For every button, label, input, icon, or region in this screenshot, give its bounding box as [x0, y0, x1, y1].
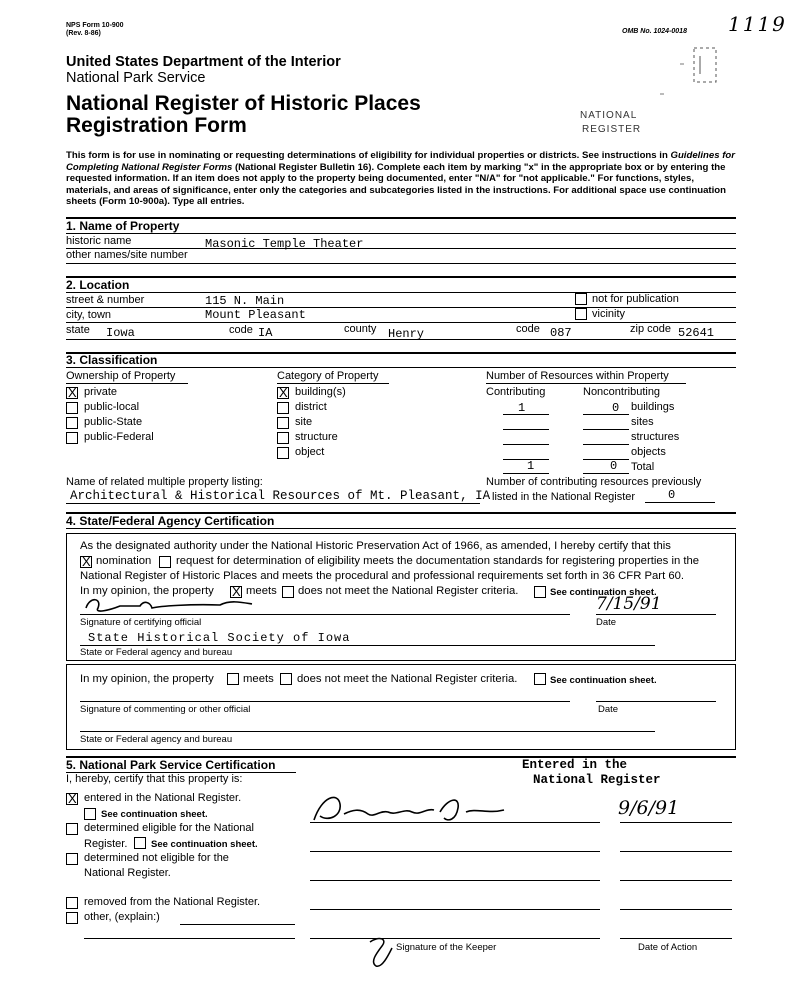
handwritten-number: 1119	[728, 12, 787, 36]
county-code-label: code	[516, 323, 540, 335]
vicinity-checkbox[interactable]	[575, 308, 587, 320]
ownership-public-local-label: public-local	[84, 401, 140, 413]
rule	[310, 938, 600, 939]
rule	[596, 701, 716, 702]
nomination-checkbox[interactable]	[80, 556, 92, 568]
rule	[583, 444, 629, 445]
multiple-listing-label: Name of related multiple property listing:	[66, 476, 263, 488]
rule	[66, 503, 480, 504]
rule	[503, 459, 549, 460]
category-district-label: district	[295, 401, 327, 413]
state-value: Iowa	[106, 326, 135, 340]
contributing-header: Contributing	[486, 386, 546, 398]
total-contributing-value: 1	[527, 459, 535, 473]
rule	[583, 429, 629, 430]
entered-continuation-label: See continuation sheet.	[101, 809, 208, 820]
entered-continuation-checkbox[interactable]	[84, 808, 96, 820]
certification-text-b: request for determination of eligibility meets the documentation standards for registering properties in the	[176, 555, 700, 567]
resources-header: Number of Resources within Property	[486, 370, 669, 382]
determined-eligible-checkbox[interactable]	[66, 823, 78, 835]
category-object-label: object	[295, 446, 325, 458]
entered-register-checkbox[interactable]	[66, 793, 78, 805]
rule	[66, 307, 736, 308]
eligible-continuation-label: See continuation sheet.	[151, 839, 258, 850]
category-object-checkbox[interactable]	[277, 447, 289, 459]
rule	[503, 444, 549, 445]
resource-row-sites: sites	[631, 416, 654, 428]
previous-listed-label-2: listed in the National Register	[492, 491, 636, 503]
removed-label: removed from the National Register.	[84, 896, 261, 908]
ownership-public-local-checkbox[interactable]	[66, 402, 78, 414]
section3-underline	[66, 367, 736, 368]
rule	[503, 473, 549, 474]
meets2-checkbox[interactable]	[227, 673, 239, 685]
zip-label: zip code	[630, 323, 671, 335]
certification-text-a: As the designated authority under the National Historic Preservation Act of 1966, as amended, I hereby certify that this	[80, 540, 671, 552]
rule	[620, 938, 732, 939]
determined-not-eligible-checkbox[interactable]	[66, 853, 78, 865]
resource-row-objects: objects	[631, 446, 666, 458]
previous-listed-value: 0	[668, 488, 676, 502]
opinion-label: In my opinion, the property	[80, 585, 214, 597]
rule	[310, 880, 600, 881]
not-meet-label: does not meet the National Register criteria.	[298, 585, 519, 597]
rule	[583, 459, 629, 460]
rule	[503, 429, 549, 430]
category-building-checkbox[interactable]	[277, 387, 289, 399]
received-stamp-line1: NATIONAL	[580, 110, 638, 121]
state-label: state	[66, 324, 90, 336]
instructions-paragraph: This form is for use in nominating or requesting determinations of eligibility for individual properties or districts. See instructions in Guidelines for Completing National Register Forms (National Register Bulletin 16). Complete each item by marking "x" in the appropriate box or by entering the requested information. If an item does not apply to the property being documented, enter "N/A" for "not applicable." For functions, styles, materials, and areas of significance, enter only the categories and subcategories listed in the instructions. For additional space use continuation sheets (Form 10-900a). Type all entries.	[66, 150, 735, 207]
rule	[180, 924, 295, 925]
form-subtitle: Registration Form	[66, 114, 247, 137]
rule	[583, 473, 629, 474]
rule	[310, 909, 600, 910]
city-label: city, town	[66, 309, 112, 321]
rule	[66, 263, 736, 264]
vicinity-label: vicinity	[592, 308, 626, 320]
received-stamp-line2: REGISTER	[582, 124, 642, 135]
action-date-label: Date of Action	[638, 942, 698, 953]
section5-title: 5. National Park Service Certification	[66, 758, 276, 772]
continuation2-checkbox[interactable]	[534, 673, 546, 685]
historic-name-label: historic name	[66, 235, 132, 247]
keeper-signature-label: Signature of the Keeper	[396, 942, 497, 953]
ownership-private-label: private	[84, 386, 118, 398]
rule	[80, 731, 655, 732]
certification-date-value: 7/15/91	[596, 594, 662, 614]
commenting-date-label: Date	[598, 704, 619, 715]
commenting-signature-label: Signature of commenting or other official	[80, 704, 251, 715]
keeper-initials	[366, 932, 396, 970]
rule	[583, 414, 629, 415]
rule	[596, 614, 716, 615]
rule	[620, 822, 732, 823]
request-determination-checkbox[interactable]	[159, 556, 171, 568]
category-structure-label: structure	[295, 431, 338, 443]
rule	[310, 822, 600, 823]
rule	[80, 614, 570, 615]
noncontributing-header: Noncontributing	[583, 386, 661, 398]
agency-value: State Historical Society of Iowa	[88, 631, 351, 645]
section1-underline	[66, 233, 736, 234]
section2-rule	[66, 276, 736, 278]
city-value: Mount Pleasant	[205, 308, 306, 322]
rule	[620, 909, 732, 910]
certification-text-c: National Register of Historic Places and meets the procedural and professional requirements set forth in 36 CFR Part 60.	[80, 570, 685, 582]
category-structure-checkbox[interactable]	[277, 432, 289, 444]
county-value: Henry	[388, 327, 425, 341]
buildings-noncontributing-value: 0	[612, 401, 620, 415]
category-site-label: site	[295, 416, 313, 428]
ownership-public-state-label: public-State	[84, 416, 143, 428]
determined-eligible-label-1: determined eligible for the National	[84, 822, 254, 834]
resource-row-total: Total	[631, 461, 655, 473]
agency-label: State or Federal agency and bureau	[80, 647, 233, 658]
resource-row-buildings: buildings	[631, 401, 675, 413]
form-title: National Register of Historic Places	[66, 92, 421, 115]
multiple-listing-value: Architectural & Historical Resources of Mt. Pleasant, IA	[70, 489, 491, 503]
rule	[645, 502, 715, 503]
total-noncontributing-value: 0	[610, 459, 618, 473]
ownership-public-federal-label: public-Federal	[84, 431, 154, 443]
section4-underline	[66, 528, 736, 529]
rule	[620, 851, 732, 852]
resource-row-structures: structures	[631, 431, 680, 443]
not-meet2-checkbox[interactable]	[280, 673, 292, 685]
eligible-continuation-checkbox[interactable]	[134, 837, 146, 849]
not-for-publication-checkbox[interactable]	[575, 293, 587, 305]
section4-title: 4. State/Federal Agency Certification	[66, 514, 275, 528]
not-meet-criteria-checkbox[interactable]	[282, 586, 294, 598]
nps-certify-label: I, hereby, certify that this property is:	[66, 773, 243, 785]
rule	[486, 383, 686, 384]
historic-name-value: Masonic Temple Theater	[205, 237, 364, 251]
category-building-label: building(s)	[295, 386, 346, 398]
certifying-official-signature	[80, 594, 270, 616]
entered-stamp-line1: Entered in the	[522, 758, 628, 772]
department-name: United States Department of the Interior	[66, 54, 341, 70]
zip-value: 52641	[678, 326, 715, 340]
entered-register-label: entered in the National Register.	[84, 792, 242, 804]
rule	[66, 383, 188, 384]
determined-not-eligible-label-1: determined not eligible for the	[84, 852, 229, 864]
certification-date-label: Date	[596, 617, 617, 628]
not-meet2-label: does not meet the National Register criteria.	[297, 673, 518, 685]
meets2-label: meets	[243, 673, 274, 685]
entered-stamp-line2: National Register	[533, 773, 661, 787]
omb-number: OMB No. 1024-0018	[622, 28, 687, 35]
section3-title: 3. Classification	[66, 353, 158, 367]
state-code-label: code	[229, 324, 253, 336]
previous-listed-label-1: Number of contributing resources previously	[486, 476, 702, 488]
section2-title: 2. Location	[66, 278, 130, 292]
service-name: National Park Service	[66, 70, 206, 86]
determined-eligible-label-2: Register.	[84, 838, 128, 850]
stamp-marks-graphic	[650, 44, 720, 104]
agency2-label: State or Federal agency and bureau	[80, 734, 233, 745]
buildings-contributing-value: 1	[518, 401, 526, 415]
continuation-sheet-checkbox[interactable]	[534, 586, 546, 598]
action-date-value: 9/6/91	[618, 797, 680, 819]
form-number: NPS Form 10-900	[66, 22, 124, 29]
other-label: other, (explain:)	[84, 911, 160, 923]
rule	[310, 851, 600, 852]
county-code-value: 087	[550, 326, 572, 340]
keeper-signature	[308, 790, 528, 830]
opinion2-label: In my opinion, the property	[80, 673, 214, 685]
category-district-checkbox[interactable]	[277, 402, 289, 414]
rule	[80, 645, 655, 646]
ownership-private-checkbox[interactable]	[66, 387, 78, 399]
ownership-header: Ownership of Property	[66, 370, 176, 382]
rule	[277, 383, 389, 384]
rule	[66, 339, 736, 340]
rule	[80, 701, 570, 702]
not-for-publication-label: not for publication	[592, 293, 679, 305]
certifying-signature-label: Signature of certifying official	[80, 617, 202, 628]
street-value: 115 N. Main	[205, 294, 285, 308]
section1-title: 1. Name of Property	[66, 219, 180, 233]
continuation2-label: See continuation sheet.	[550, 675, 657, 686]
state-code-value: IA	[258, 326, 273, 340]
category-site-checkbox[interactable]	[277, 417, 289, 429]
continuation-sheet-label: See continuation sheet.	[550, 587, 657, 598]
rule	[620, 880, 732, 881]
form-revision: (Rev. 8-86)	[66, 30, 101, 37]
ownership-public-federal-checkbox[interactable]	[66, 432, 78, 444]
rule	[84, 938, 295, 939]
street-label: street & number	[66, 294, 145, 306]
other-names-label: other names/site number	[66, 249, 188, 261]
determined-not-eligible-label-2: National Register.	[84, 867, 171, 879]
ownership-public-state-checkbox[interactable]	[66, 417, 78, 429]
nomination-label: nomination	[96, 555, 152, 567]
removed-checkbox[interactable]	[66, 897, 78, 909]
rule	[503, 414, 549, 415]
category-header: Category of Property	[277, 370, 379, 382]
section3-rule	[66, 352, 736, 354]
meets-label: meets	[246, 585, 277, 597]
county-label: county	[344, 323, 377, 335]
other-checkbox[interactable]	[66, 912, 78, 924]
